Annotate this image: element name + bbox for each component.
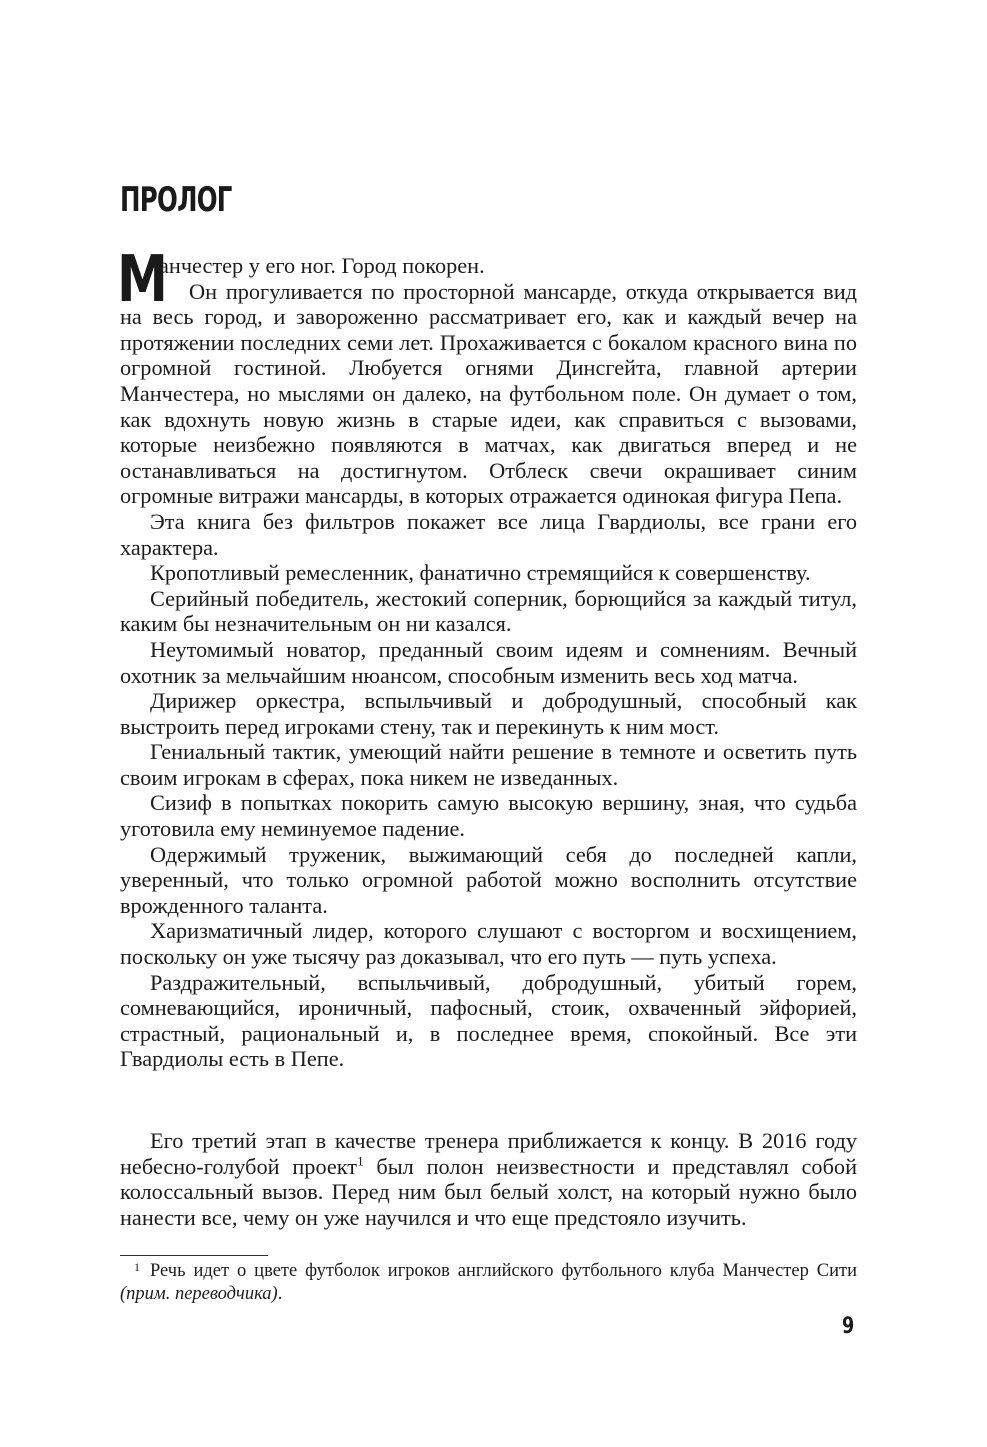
footnote-end: . — [277, 1284, 283, 1304]
footnote-text: Речь идет о цвете футболок игроков английского футбольного клуба Манчестер Сити — [150, 1261, 857, 1281]
opening-paragraph — [117, 243, 857, 317]
chapter-title: ПРОЛОГ — [120, 180, 232, 220]
paragraph: Неутомимый новатор, преданный своим идеям и сомнениям. Вечный охотник за мельчайшим нюансом, способным изменить весь ход матча. — [120, 636, 857, 688]
page-number: 9 — [842, 1314, 855, 1339]
footnote-reference[interactable]: 1 — [357, 1153, 364, 1169]
footnote-divider — [120, 1255, 268, 1256]
closing-text-end: был полон неизвестности и представлял собой колоссальный вызов. Перед ним был белый холст, на который нужно было нанести все, чему он уже научился и что еще предстояло изучить. — [120, 1153, 858, 1230]
paragraph: Сизиф в попытках покорить самую высокую вершину, зная, что судьба уготовила ему неминуемое падение. — [120, 790, 857, 842]
paragraph: Харизматичный лидер, которого слушают с восторгом и восхищением, поскольку он уже тысячу раз доказывал, что его путь — путь успеха. — [120, 918, 857, 970]
paragraph: Дирижер оркестра, вспыльчивый и добродушный, способный как выстроить перед игроками стену, так и перекинуть к ним мост. — [120, 688, 857, 739]
closing-section — [120, 1128, 857, 1230]
closing-paragraph — [120, 1128, 857, 1230]
opening-line: анчестер у его ног. Город покорен. — [159, 253, 485, 278]
paragraph: Гениальный тактик, умеющий найти решение в темноте и осветить путь своим игрокам в сферах, пока никем не изведанных. — [120, 739, 857, 790]
footnote: 1 Речь идет о цвете футболок игроков английского футбольного клуба Манчестер Сити (прим. переводчика). — [120, 1260, 857, 1304]
paragraph: Серийный победитель, жестокий соперник, борющийся за каждый титул, каким бы незначительным он ни казался. — [120, 585, 857, 637]
paragraph: Раздражительный, вспыльчивый, добродушный, убитый горем, сомневающийся, ироничный, пафосный, стоик, охваченный эйфорией, страстный, рациональный и, в последнее время, спокойный. Все эти Гвардиолы есть в Пепе. — [120, 969, 857, 1072]
closing-text-start: Его третий этап в качестве тренера приближается к концу. В 2016 году небесно-голубой проект — [120, 1128, 857, 1179]
paragraph: Кропотливый ремесленник, фанатично стремящийся к совершенству. — [150, 560, 811, 586]
paragraph: Одержимый труженик, выжимающий себя до последней капли, уверенный, что только огромной работой можно восполнить отсутствие врожденного таланта. — [120, 841, 857, 918]
translator-note: (прим. переводчика) — [120, 1284, 278, 1304]
paragraph: Эта книга без фильтров покажет все лица Гвардиолы, все грани его характера. — [120, 508, 857, 560]
drop-cap: М — [117, 243, 168, 317]
paragraph: Он прогуливается по просторной мансарде, откуда открывается вид на весь город, и завороженно рассматривает его, как и каждый вечер на протяжении последних семи лет. Прохаживается с бокалом красного вина по огромной гостиной. Любуется огнями Динсгейта, главной артерии Манчестера, но мыслями он далеко, на футбольном поле. Он думает о том, как вдохнуть новую жизнь в старые идеи, как справиться с вызовами, которые неизбежно появляются в матчах, как двигаться вперед и не останавливаться на достигнутом. Отблеск свечи окрашивает синим огромные витражи мансарды, в которых отражается одинокая фигура Пепа. — [120, 278, 857, 509]
chapter-body — [117, 243, 857, 1072]
